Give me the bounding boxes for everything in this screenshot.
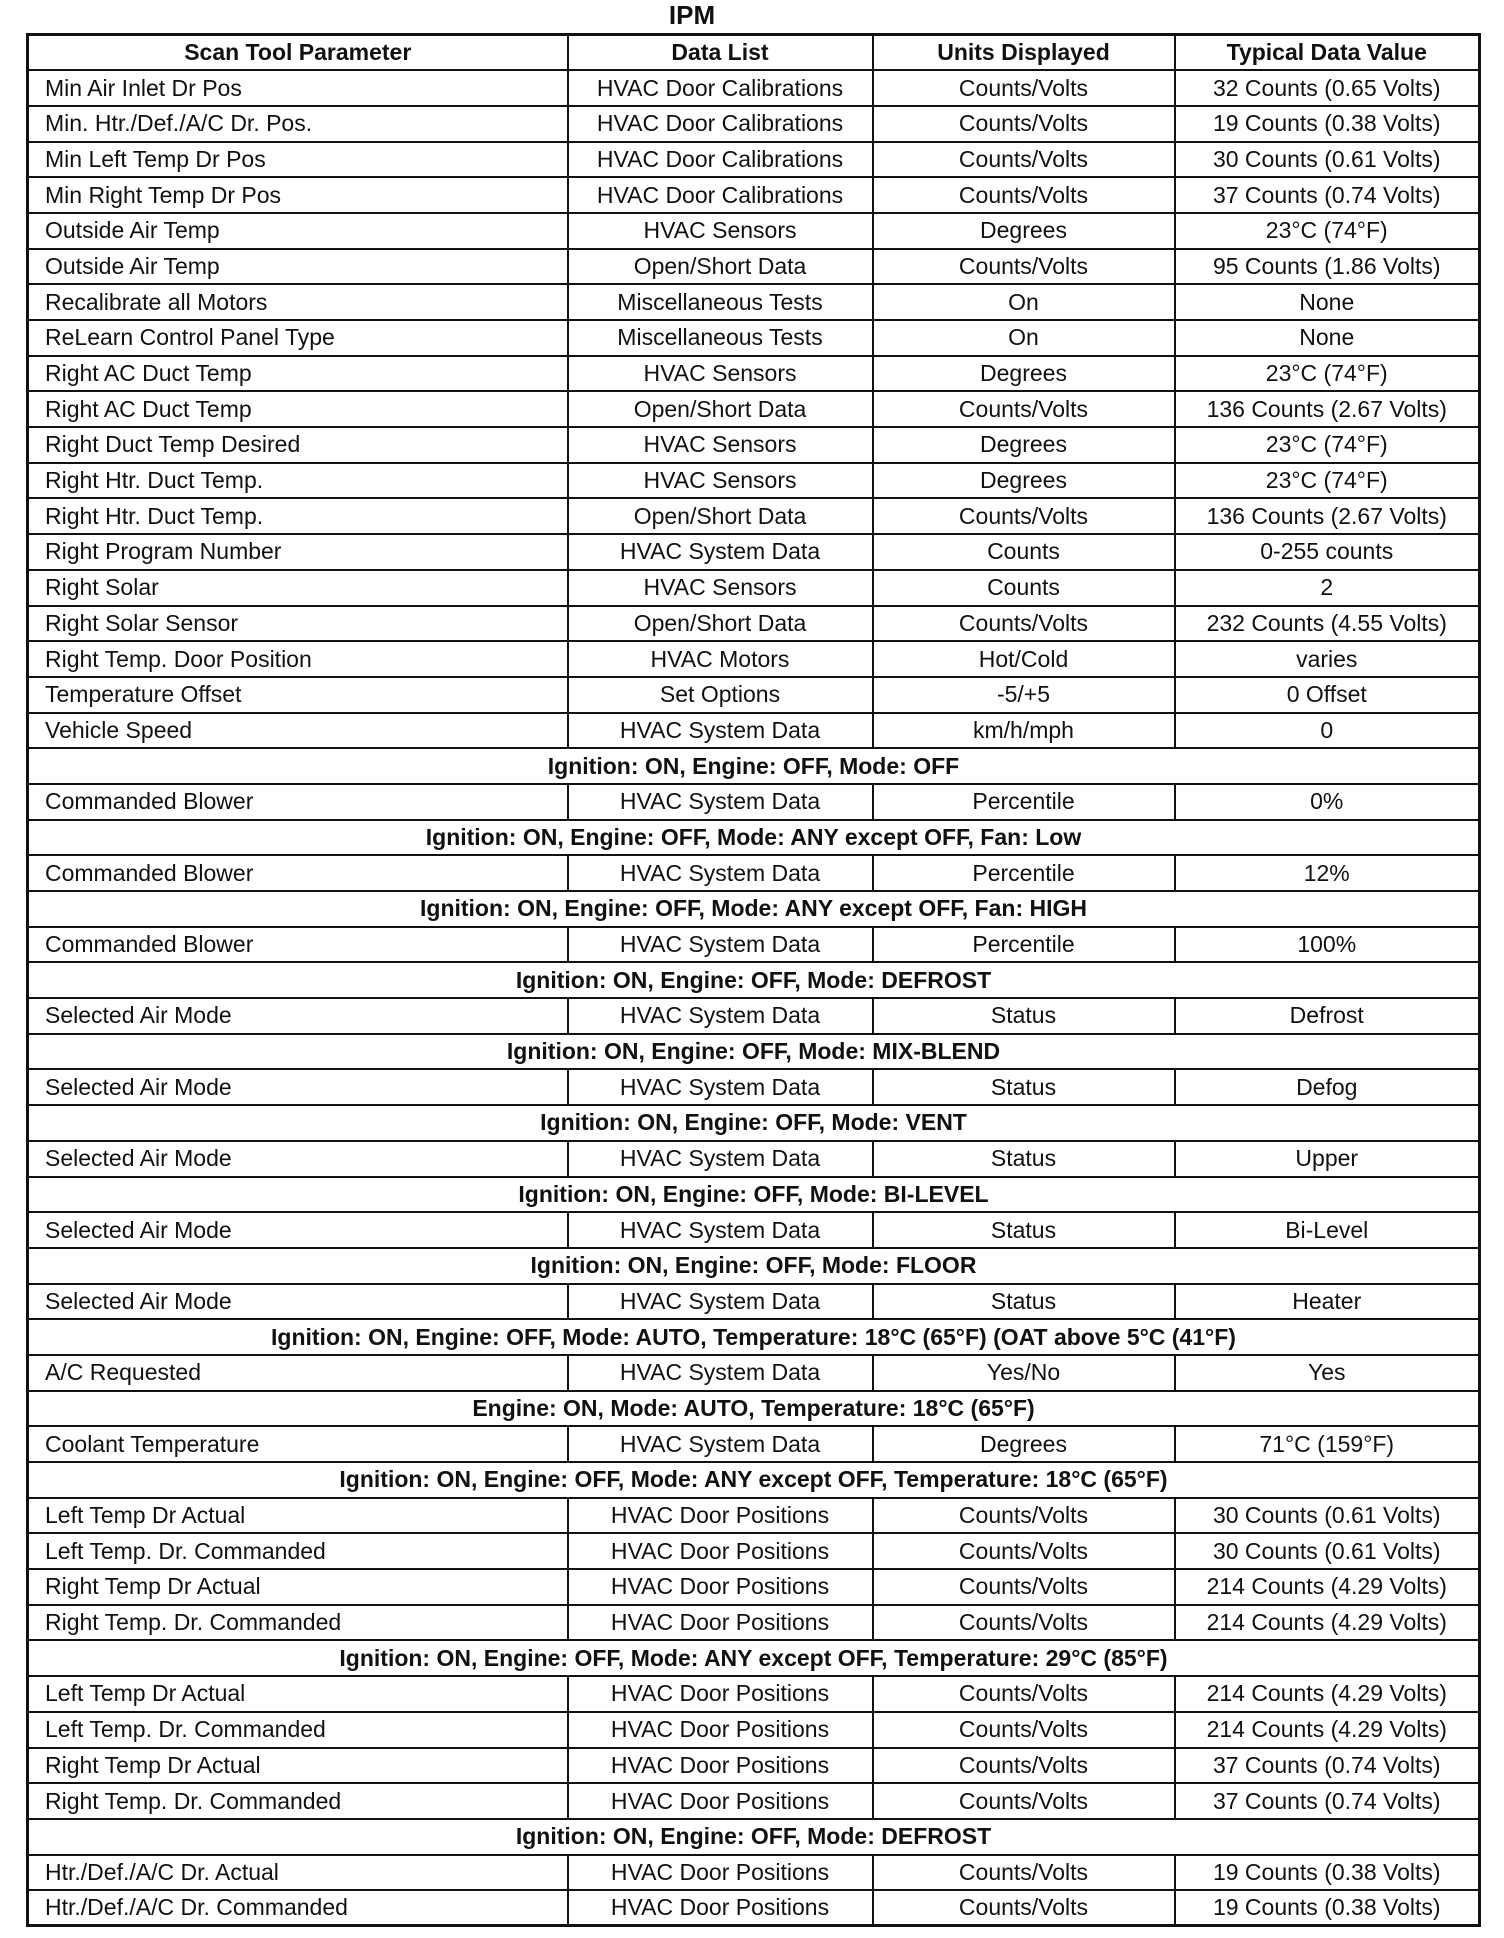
units-displayed-cell: Counts/Volts [873, 249, 1175, 285]
data-list-cell: HVAC Door Positions [568, 1676, 873, 1712]
scan-tool-parameter-cell: Left Temp Dr Actual [28, 1676, 568, 1712]
data-list-cell: HVAC System Data [568, 1284, 873, 1320]
data-list-cell: HVAC Motors [568, 641, 873, 677]
data-list-cell: HVAC Sensors [568, 213, 873, 249]
typical-data-value-cell: 32 Counts (0.65 Volts) [1175, 70, 1480, 106]
data-list-cell: Open/Short Data [568, 249, 873, 285]
data-list-cell: HVAC System Data [568, 927, 873, 963]
table-row [28, 784, 1480, 820]
typical-data-value-cell: 37 Counts (0.74 Volts) [1175, 177, 1480, 213]
condition-section-row [28, 1177, 1480, 1213]
units-displayed-cell: Percentile [873, 927, 1175, 963]
units-displayed-cell: Degrees [873, 1426, 1175, 1462]
units-displayed-cell: On [873, 320, 1175, 356]
data-list-cell: HVAC System Data [568, 1141, 873, 1177]
units-displayed-cell: Status [873, 1212, 1175, 1248]
data-list-cell: HVAC Door Calibrations [568, 177, 873, 213]
data-list-cell: HVAC Door Positions [568, 1533, 873, 1569]
table-row [28, 70, 1480, 106]
table-body [28, 70, 1480, 1926]
typical-data-value-cell: 23°C (74°F) [1175, 213, 1480, 249]
data-list-cell: HVAC Door Positions [568, 1855, 873, 1891]
table-row [28, 1569, 1480, 1605]
data-list-cell: Open/Short Data [568, 498, 873, 534]
table-row [28, 1712, 1480, 1748]
scan-tool-parameter-cell: Commanded Blower [28, 927, 568, 963]
table-row [28, 1605, 1480, 1641]
units-displayed-cell: Counts [873, 534, 1175, 570]
units-displayed-cell: Counts/Volts [873, 106, 1175, 142]
table-row [28, 1676, 1480, 1712]
scan-tool-parameter-cell: Left Temp. Dr. Commanded [28, 1712, 568, 1748]
table-row [28, 391, 1480, 427]
data-list-cell: HVAC Door Positions [568, 1569, 873, 1605]
header-row [28, 35, 1480, 71]
condition-section-row [28, 1319, 1480, 1355]
typical-data-value-cell: 136 Counts (2.67 Volts) [1175, 498, 1480, 534]
condition-section-label: Ignition: ON, Engine: OFF, Mode: ANY except OFF, Fan: HIGH [28, 891, 1480, 927]
table-row [28, 927, 1480, 963]
condition-section-label: Ignition: ON, Engine: OFF, Mode: ANY except OFF, Temperature: 18°C (65°F) [28, 1462, 1480, 1498]
units-displayed-cell: Yes/No [873, 1355, 1175, 1391]
scan-tool-parameter-cell: Commanded Blower [28, 784, 568, 820]
units-displayed-cell: Counts/Volts [873, 1712, 1175, 1748]
data-list-cell: HVAC System Data [568, 784, 873, 820]
data-list-cell: HVAC Sensors [568, 356, 873, 392]
units-displayed-cell: Counts/Volts [873, 70, 1175, 106]
units-displayed-cell: Counts [873, 570, 1175, 606]
table-row [28, 998, 1480, 1034]
condition-section-row [28, 891, 1480, 927]
typical-data-value-cell: 23°C (74°F) [1175, 463, 1480, 499]
table-row [28, 177, 1480, 213]
typical-data-value-cell: 30 Counts (0.61 Volts) [1175, 1533, 1480, 1569]
scan-tool-parameter-cell: Left Temp. Dr. Commanded [28, 1533, 568, 1569]
condition-section-label: Ignition: ON, Engine: OFF, Mode: BI-LEVEL [28, 1177, 1480, 1213]
table-row [28, 463, 1480, 499]
data-list-cell: Set Options [568, 677, 873, 713]
typical-data-value-cell: 71°C (159°F) [1175, 1426, 1480, 1462]
table-row [28, 713, 1480, 749]
scan-tool-parameter-cell: Commanded Blower [28, 855, 568, 891]
condition-section-label: Ignition: ON, Engine: OFF, Mode: OFF [28, 748, 1480, 784]
table-row [28, 1284, 1480, 1320]
table-row [28, 677, 1480, 713]
scan-tool-parameter-cell: Right Htr. Duct Temp. [28, 463, 568, 499]
typical-data-value-cell: 0% [1175, 784, 1480, 820]
units-displayed-cell: Counts/Volts [873, 1533, 1175, 1569]
typical-data-value-cell: 95 Counts (1.86 Volts) [1175, 249, 1480, 285]
data-list-cell: HVAC Door Positions [568, 1498, 873, 1534]
condition-section-row [28, 820, 1480, 856]
condition-section-row [28, 1105, 1480, 1141]
typical-data-value-cell: 0-255 counts [1175, 534, 1480, 570]
data-list-cell: HVAC System Data [568, 1069, 873, 1105]
scan-tool-parameter-cell: Right AC Duct Temp [28, 391, 568, 427]
scan-tool-parameter-cell: Min Right Temp Dr Pos [28, 177, 568, 213]
table-row [28, 1783, 1480, 1819]
typical-data-value-cell: 214 Counts (4.29 Volts) [1175, 1569, 1480, 1605]
units-displayed-cell: Counts/Volts [873, 1748, 1175, 1784]
scan-tool-parameter-cell: A/C Requested [28, 1355, 568, 1391]
condition-section-label: Ignition: ON, Engine: OFF, Mode: MIX-BLEND [28, 1034, 1480, 1070]
table-row [28, 1141, 1480, 1177]
typical-data-value-cell: varies [1175, 641, 1480, 677]
data-list-cell: Miscellaneous Tests [568, 320, 873, 356]
data-list-cell: HVAC Door Calibrations [568, 70, 873, 106]
scan-tool-parameter-cell: Selected Air Mode [28, 1212, 568, 1248]
table-row [28, 641, 1480, 677]
typical-data-value-cell: 37 Counts (0.74 Volts) [1175, 1748, 1480, 1784]
table-row [28, 1890, 1480, 1926]
table-row [28, 534, 1480, 570]
units-displayed-cell: Counts/Volts [873, 1569, 1175, 1605]
units-displayed-cell: Degrees [873, 463, 1175, 499]
scan-tool-parameter-cell: Right Program Number [28, 534, 568, 570]
scan-tool-parameter-cell: Selected Air Mode [28, 1141, 568, 1177]
condition-section-label: Ignition: ON, Engine: OFF, Mode: ANY except OFF, Fan: Low [28, 820, 1480, 856]
data-list-cell: HVAC Door Calibrations [568, 142, 873, 178]
typical-data-value-cell: Heater [1175, 1284, 1480, 1320]
condition-section-row [28, 748, 1480, 784]
units-displayed-cell: -5/+5 [873, 677, 1175, 713]
condition-section-label: Ignition: ON, Engine: OFF, Mode: DEFROST [28, 1819, 1480, 1855]
data-list-cell: HVAC Door Positions [568, 1712, 873, 1748]
units-displayed-cell: Hot/Cold [873, 641, 1175, 677]
typical-data-value-cell: 19 Counts (0.38 Volts) [1175, 1855, 1480, 1891]
typical-data-value-cell: 19 Counts (0.38 Volts) [1175, 106, 1480, 142]
units-displayed-cell: Status [873, 1284, 1175, 1320]
data-list-cell: HVAC System Data [568, 855, 873, 891]
scan-tool-parameter-cell: Outside Air Temp [28, 249, 568, 285]
units-displayed-cell: Counts/Volts [873, 1783, 1175, 1819]
page-title: IPM [668, 0, 716, 30]
table-row [28, 1355, 1480, 1391]
header-scan-tool-parameter: Scan Tool Parameter [28, 35, 568, 71]
typical-data-value-cell: Bi-Level [1175, 1212, 1480, 1248]
table-row [28, 249, 1480, 285]
table-row [28, 606, 1480, 642]
condition-section-label: Ignition: ON, Engine: OFF, Mode: ANY except OFF, Temperature: 29°C (85°F) [28, 1640, 1480, 1676]
scan-tool-parameter-cell: Right Duct Temp Desired [28, 427, 568, 463]
scan-tool-parameter-cell: Min Left Temp Dr Pos [28, 142, 568, 178]
typical-data-value-cell: 100% [1175, 927, 1480, 963]
header-units-displayed: Units Displayed [873, 35, 1175, 71]
table-row [28, 320, 1480, 356]
typical-data-value-cell: 30 Counts (0.61 Volts) [1175, 142, 1480, 178]
scan-tool-parameter-cell: Right Temp Dr Actual [28, 1569, 568, 1605]
typical-data-value-cell: 37 Counts (0.74 Volts) [1175, 1783, 1480, 1819]
typical-data-value-cell: Yes [1175, 1355, 1480, 1391]
typical-data-value-cell: 214 Counts (4.29 Volts) [1175, 1712, 1480, 1748]
units-displayed-cell: Degrees [873, 356, 1175, 392]
scan-tool-parameter-cell: Temperature Offset [28, 677, 568, 713]
data-list-cell: HVAC Sensors [568, 570, 873, 606]
scan-tool-parameter-cell: Selected Air Mode [28, 1284, 568, 1320]
table-row [28, 498, 1480, 534]
data-list-cell: Miscellaneous Tests [568, 284, 873, 320]
units-displayed-cell: Counts/Volts [873, 1676, 1175, 1712]
units-displayed-cell: Counts/Volts [873, 177, 1175, 213]
units-displayed-cell: Percentile [873, 784, 1175, 820]
table-row [28, 570, 1480, 606]
typical-data-value-cell: 23°C (74°F) [1175, 427, 1480, 463]
table-row [28, 855, 1480, 891]
scan-tool-parameter-cell: ReLearn Control Panel Type [28, 320, 568, 356]
units-displayed-cell: On [873, 284, 1175, 320]
scan-tool-parameter-cell: Right Temp. Dr. Commanded [28, 1783, 568, 1819]
data-list-cell: HVAC Door Positions [568, 1748, 873, 1784]
table-row [28, 106, 1480, 142]
scan-tool-parameter-cell: Left Temp Dr Actual [28, 1498, 568, 1534]
table-row [28, 356, 1480, 392]
scan-tool-parameter-cell: Right Solar [28, 570, 568, 606]
typical-data-value-cell: 12% [1175, 855, 1480, 891]
table-row [28, 427, 1480, 463]
table-row [28, 1212, 1480, 1248]
data-list-cell: HVAC System Data [568, 713, 873, 749]
scan-tool-parameter-cell: Min. Htr./Def./A/C Dr. Pos. [28, 106, 568, 142]
condition-section-row [28, 1034, 1480, 1070]
typical-data-value-cell: Upper [1175, 1141, 1480, 1177]
data-list-cell: HVAC System Data [568, 1426, 873, 1462]
typical-data-value-cell: 0 [1175, 713, 1480, 749]
condition-section-row [28, 1391, 1480, 1427]
units-displayed-cell: Percentile [873, 855, 1175, 891]
condition-section-row [28, 1819, 1480, 1855]
units-displayed-cell: Status [873, 1069, 1175, 1105]
header-data-list: Data List [568, 35, 873, 71]
condition-section-row [28, 962, 1480, 998]
condition-section-label: Ignition: ON, Engine: OFF, Mode: DEFROST [28, 962, 1480, 998]
scan-tool-parameter-cell: Right Temp Dr Actual [28, 1748, 568, 1784]
typical-data-value-cell: 214 Counts (4.29 Volts) [1175, 1605, 1480, 1641]
units-displayed-cell: Counts/Volts [873, 498, 1175, 534]
typical-data-value-cell: 0 Offset [1175, 677, 1480, 713]
scan-tool-parameter-cell: Outside Air Temp [28, 213, 568, 249]
scan-tool-parameter-cell: Right Solar Sensor [28, 606, 568, 642]
typical-data-value-cell: None [1175, 284, 1480, 320]
scan-tool-parameter-cell: Vehicle Speed [28, 713, 568, 749]
table-row [28, 1533, 1480, 1569]
data-list-cell: HVAC Door Positions [568, 1783, 873, 1819]
units-displayed-cell: Counts/Volts [873, 1890, 1175, 1926]
data-list-cell: HVAC Sensors [568, 427, 873, 463]
units-displayed-cell: Counts/Volts [873, 142, 1175, 178]
units-displayed-cell: Status [873, 998, 1175, 1034]
scan-tool-parameter-cell: Htr./Def./A/C Dr. Commanded [28, 1890, 568, 1926]
scan-tool-parameter-cell: Htr./Def./A/C Dr. Actual [28, 1855, 568, 1891]
typical-data-value-cell: 136 Counts (2.67 Volts) [1175, 391, 1480, 427]
data-list-cell: HVAC System Data [568, 998, 873, 1034]
table-row [28, 213, 1480, 249]
scan-tool-parameter-cell: Right Htr. Duct Temp. [28, 498, 568, 534]
table-row [28, 284, 1480, 320]
typical-data-value-cell: None [1175, 320, 1480, 356]
data-list-cell: HVAC System Data [568, 534, 873, 570]
typical-data-value-cell: Defrost [1175, 998, 1480, 1034]
data-list-cell: HVAC Door Positions [568, 1890, 873, 1926]
units-displayed-cell: Degrees [873, 213, 1175, 249]
table-row [28, 1426, 1480, 1462]
condition-section-row [28, 1462, 1480, 1498]
typical-data-value-cell: 214 Counts (4.29 Volts) [1175, 1676, 1480, 1712]
units-displayed-cell: Degrees [873, 427, 1175, 463]
condition-section-label: Ignition: ON, Engine: OFF, Mode: FLOOR [28, 1248, 1480, 1284]
units-displayed-cell: Status [873, 1141, 1175, 1177]
ipm-data-table [26, 33, 1481, 1927]
condition-section-label: Ignition: ON, Engine: OFF, Mode: VENT [28, 1105, 1480, 1141]
scan-tool-parameter-cell: Right Temp. Dr. Commanded [28, 1605, 568, 1641]
units-displayed-cell: Counts/Volts [873, 606, 1175, 642]
scan-tool-parameter-cell: Recalibrate all Motors [28, 284, 568, 320]
units-displayed-cell: km/h/mph [873, 713, 1175, 749]
typical-data-value-cell: 232 Counts (4.55 Volts) [1175, 606, 1480, 642]
condition-section-label: Ignition: ON, Engine: OFF, Mode: AUTO, Temperature: 18°C (65°F) (OAT above 5°C (41°F) [28, 1319, 1480, 1355]
typical-data-value-cell: Defog [1175, 1069, 1480, 1105]
typical-data-value-cell: 2 [1175, 570, 1480, 606]
units-displayed-cell: Counts/Volts [873, 1605, 1175, 1641]
data-list-cell: HVAC Sensors [568, 463, 873, 499]
data-list-cell: HVAC System Data [568, 1355, 873, 1391]
scan-tool-parameter-cell: Right Temp. Door Position [28, 641, 568, 677]
table-row [28, 1855, 1480, 1891]
data-list-cell: HVAC Door Calibrations [568, 106, 873, 142]
typical-data-value-cell: 23°C (74°F) [1175, 356, 1480, 392]
typical-data-value-cell: 19 Counts (0.38 Volts) [1175, 1890, 1480, 1926]
condition-section-label: Engine: ON, Mode: AUTO, Temperature: 18°C (65°F) [28, 1391, 1480, 1427]
scan-tool-parameter-cell: Coolant Temperature [28, 1426, 568, 1462]
scan-tool-parameter-cell: Selected Air Mode [28, 998, 568, 1034]
header-typical-data-value: Typical Data Value [1175, 35, 1480, 71]
scan-tool-parameter-cell: Selected Air Mode [28, 1069, 568, 1105]
units-displayed-cell: Counts/Volts [873, 1498, 1175, 1534]
condition-section-row [28, 1640, 1480, 1676]
table-row [28, 1069, 1480, 1105]
scan-tool-parameter-cell: Min Air Inlet Dr Pos [28, 70, 568, 106]
data-list-cell: HVAC Door Positions [568, 1605, 873, 1641]
table-row [28, 142, 1480, 178]
units-displayed-cell: Counts/Volts [873, 1855, 1175, 1891]
data-list-cell: Open/Short Data [568, 391, 873, 427]
data-list-cell: HVAC System Data [568, 1212, 873, 1248]
condition-section-row [28, 1248, 1480, 1284]
data-list-cell: Open/Short Data [568, 606, 873, 642]
scan-tool-parameter-cell: Right AC Duct Temp [28, 356, 568, 392]
table-row [28, 1498, 1480, 1534]
units-displayed-cell: Counts/Volts [873, 391, 1175, 427]
table-row [28, 1748, 1480, 1784]
typical-data-value-cell: 30 Counts (0.61 Volts) [1175, 1498, 1480, 1534]
